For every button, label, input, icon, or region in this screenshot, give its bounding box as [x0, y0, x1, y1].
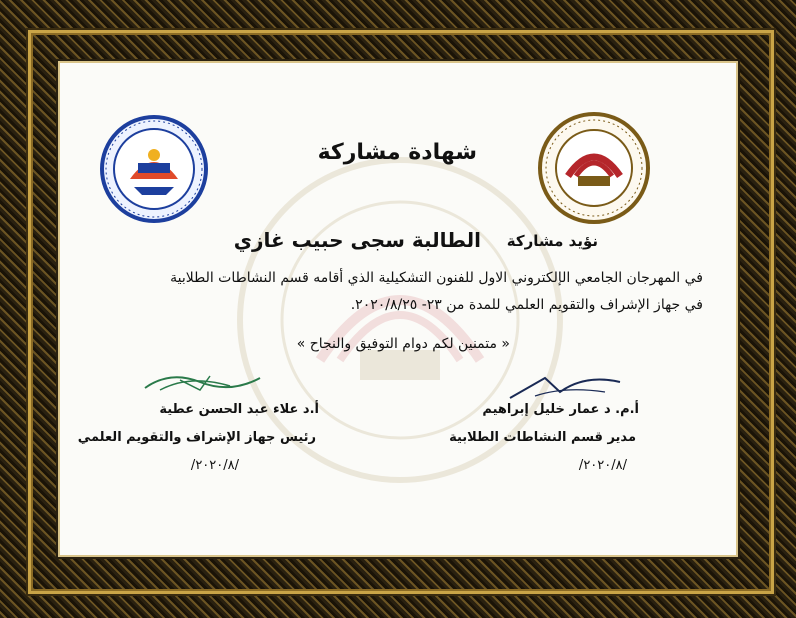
left-signature	[140, 360, 270, 400]
intro-text: نؤيد مشاركة	[506, 232, 598, 250]
right-signature	[505, 368, 625, 404]
left-signatory-name: أ.د علاء عبد الحسن عطية	[159, 402, 319, 417]
body-line-1: في المهرجان الجامعي الإلكتروني الاول للفنون التشكيلية الذي أقامه قسم النشاطات الطلابية	[170, 270, 703, 286]
ministry-logo	[538, 112, 650, 224]
student-name: الطالبة سجى حبيب غازي	[233, 228, 481, 252]
wish-text: « متمنين لكم دوام التوفيق والنجاح »	[296, 336, 510, 352]
left-signatory-date: /٢٠٢٠/٨/	[190, 458, 239, 473]
student-activities-logo	[100, 115, 208, 223]
certificate-title: شهادة مشاركة	[317, 140, 477, 165]
right-signatory-date: /٢٠٢٠/٨/	[578, 458, 627, 473]
body-line-2: في جهاز الإشراف والتقويم العلمي للمدة من ٢٣- ٢٠٢٠/٨/٢٥.	[350, 297, 703, 313]
right-signatory-name: أ.م. د عمار خليل إبراهيم	[482, 402, 639, 417]
right-signatory-title: مدير قسم النشاطات الطلابية	[449, 430, 636, 445]
left-signatory-title: رئيس جهاز الإشراف والتقويم العلمي	[77, 430, 316, 445]
